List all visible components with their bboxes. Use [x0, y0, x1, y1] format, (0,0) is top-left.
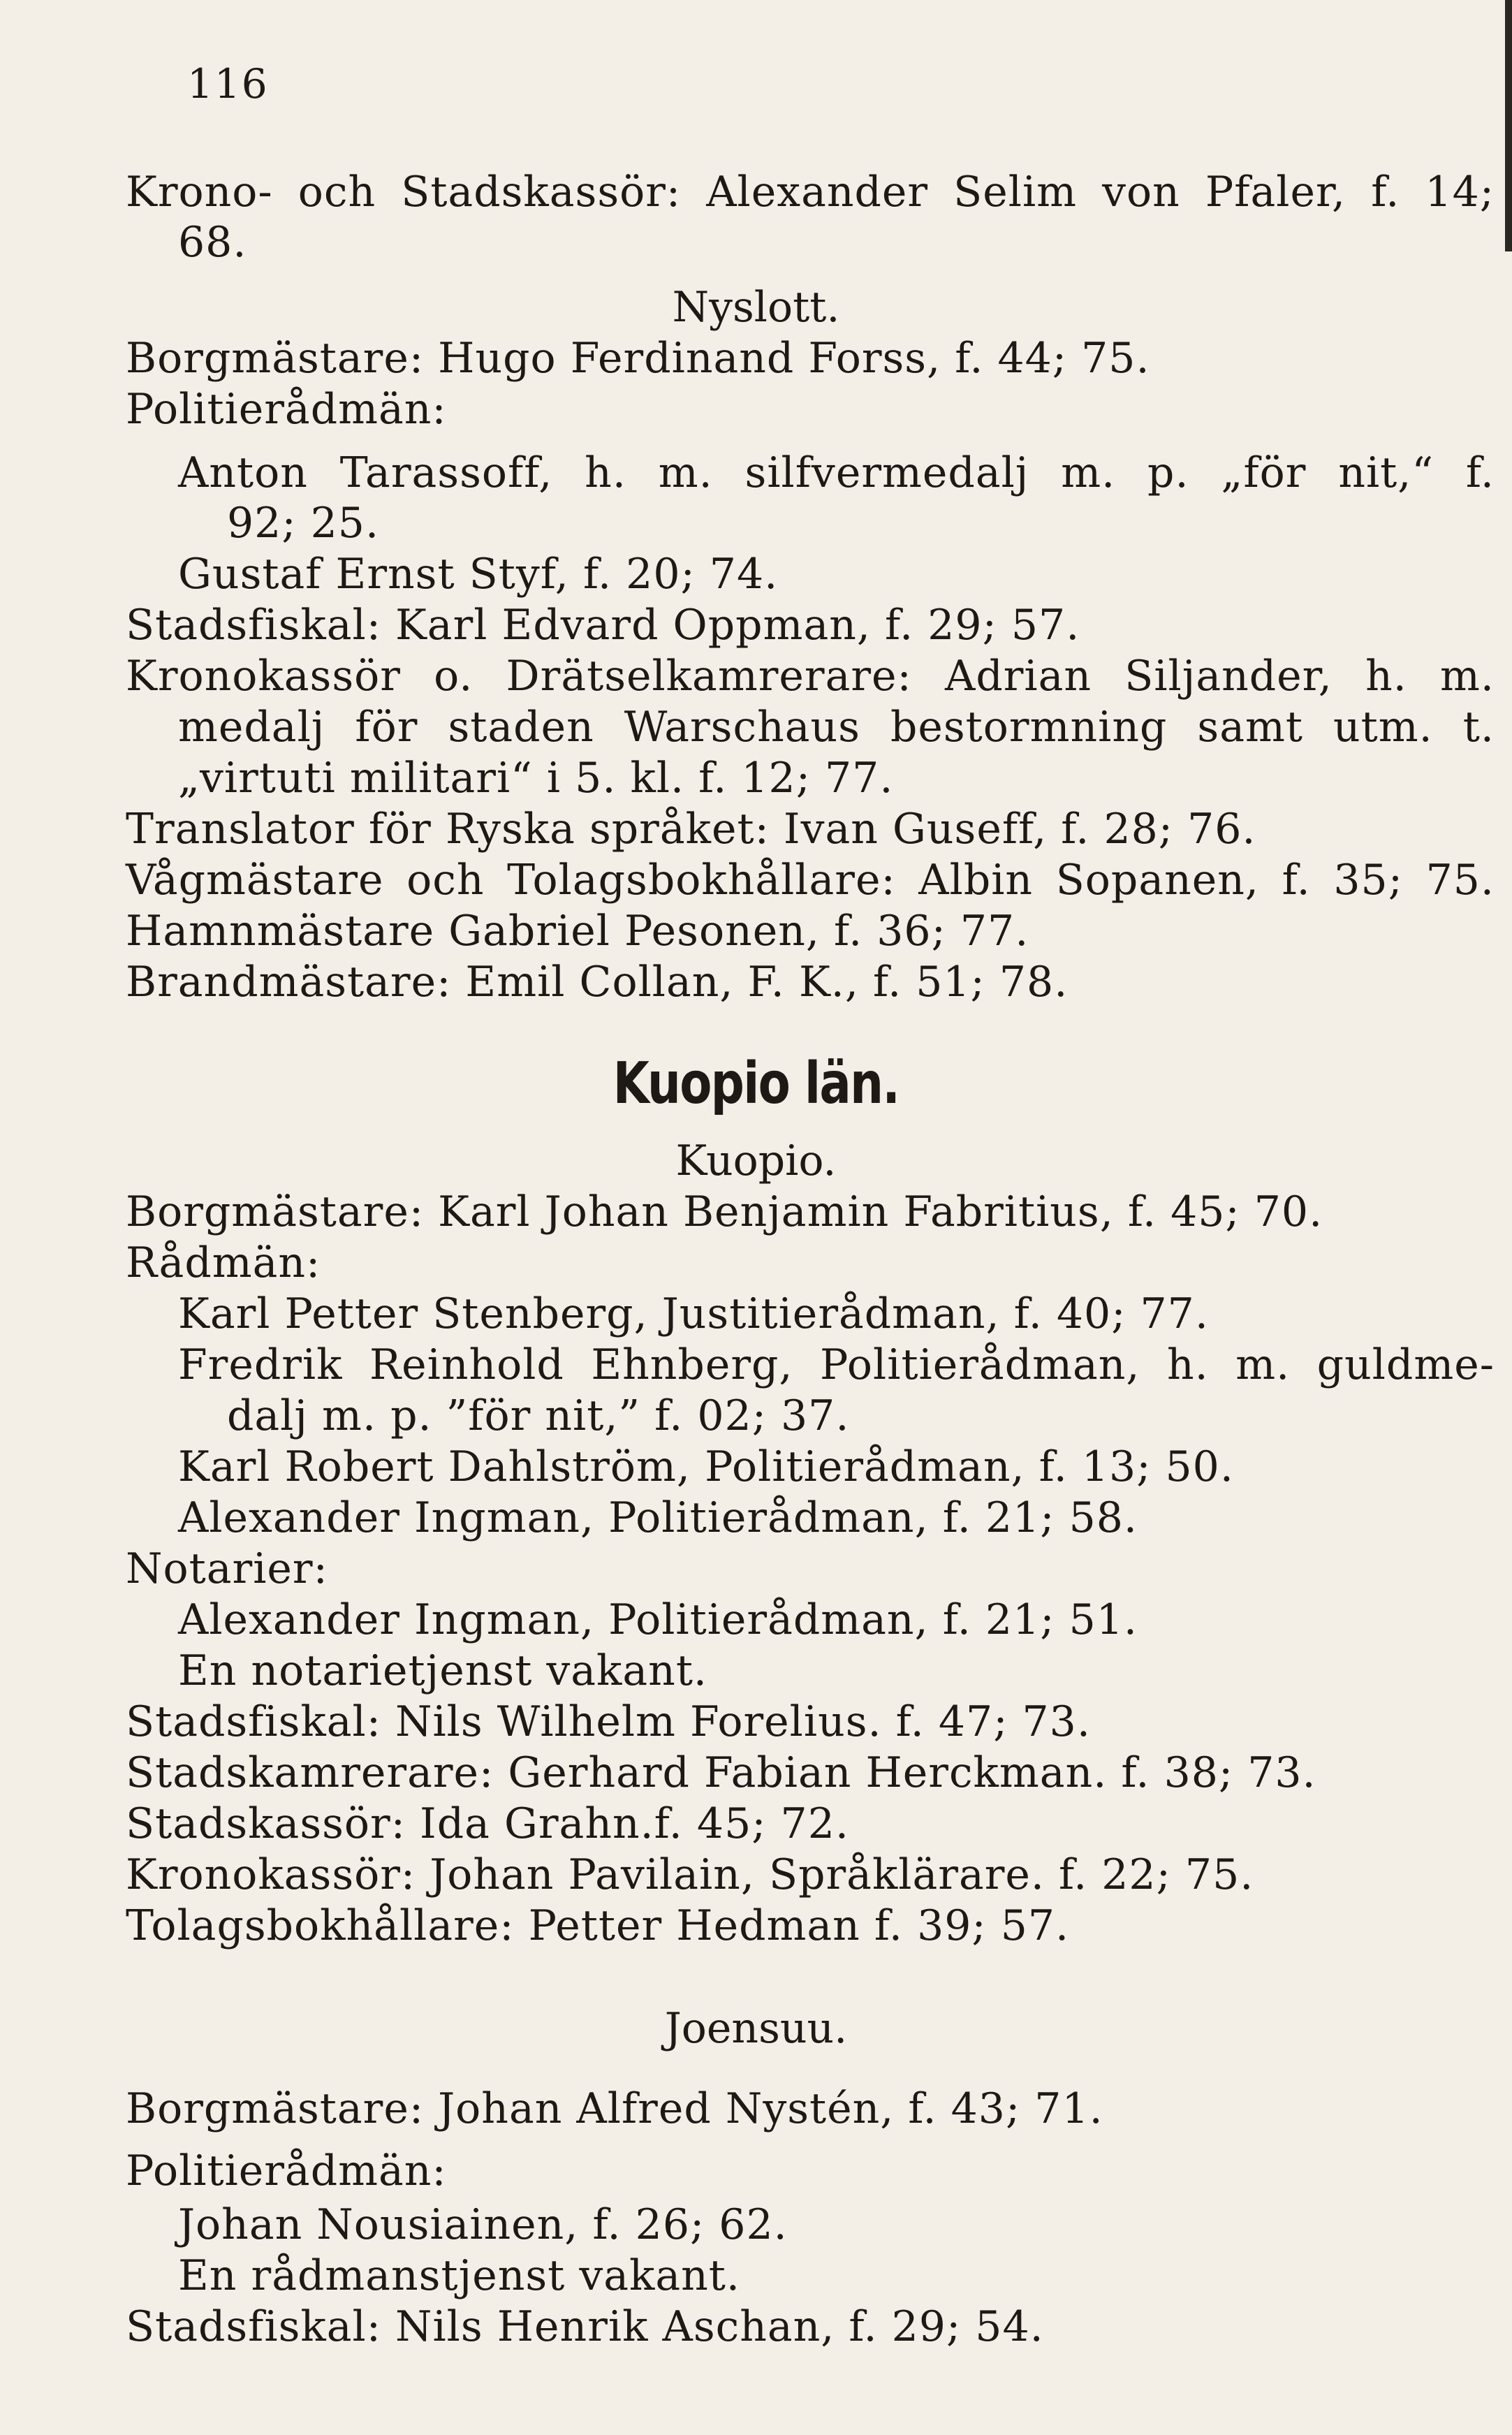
text-line: Gustaf Ernst Styf, f. 20; 74. — [178, 550, 779, 599]
section-title-kuopio-lan: Kuopio län. — [612, 1051, 900, 1117]
text-line: 92; 25. — [227, 499, 380, 548]
text-line: Stadsfiskal: Nils Wilhelm Forelius. f. 47; 73. — [126, 1697, 1091, 1746]
text-line: Borgmästare: Karl Johan Benjamin Fabritius, f. 45; 70. — [126, 1187, 1323, 1236]
text-line: Vågmästare och Tolagsbokhållare: Albin Sopanen, f. 35; 75. — [126, 856, 1495, 905]
text-line: En notarietjenst vakant. — [178, 1646, 708, 1695]
text-line: Stadsfiskal: Nils Henrik Aschan, f. 29; 54. — [126, 2302, 1044, 2351]
text-line: Tolagsbokhållare: Petter Hedman f. 39; 57. — [126, 1901, 1070, 1950]
text-line: „virtuti militari“ i 5. kl. f. 12; 77. — [178, 754, 894, 803]
text-line: Borgmästare: Johan Alfred Nystén, f. 43; 71. — [126, 2084, 1103, 2133]
text-line: Stadskassör: Ida Grahn.f. 45; 72. — [126, 1799, 849, 1848]
section-heading-kuopio: Kuopio. — [675, 1136, 837, 1185]
text-line: Translator för Ryska språket: Ivan Guseff, f. 28; 76. — [126, 805, 1256, 854]
section-heading-nyslott: Nyslott. — [672, 283, 840, 332]
text-line: Stadskamrerare: Gerhard Fabian Herckman. f. 38; 73. — [126, 1748, 1316, 1797]
section-heading-joensuu: Joensuu. — [664, 2004, 848, 2053]
text-line: Karl Robert Dahlström, Politierådman, f. 13; 50. — [178, 1442, 1234, 1491]
text-line: Notarier: — [126, 1544, 328, 1593]
text-line: medalj för staden Warschaus bestormning samt utm. t. — [178, 703, 1495, 752]
page-edge — [1505, 0, 1512, 251]
text-line: Johan Nousiainen, f. 26; 62. — [178, 2200, 788, 2249]
text-line: Rådmän: — [126, 1238, 321, 1287]
text-line: Borgmästare: Hugo Ferdinand Forss, f. 44; 75. — [126, 334, 1150, 383]
text-line: Politierådmän: — [126, 385, 447, 434]
text-line: Stadsfiskal: Karl Edvard Oppman, f. 29; 57. — [126, 601, 1080, 650]
text-line: 68. — [178, 218, 247, 267]
text-line: Kronokassör: Johan Pavilain, Språklärare. f. 22; 75. — [126, 1850, 1254, 1899]
text-line: Alexander Ingman, Politierådman, f. 21; 51. — [178, 1595, 1138, 1644]
text-line: Karl Petter Stenberg, Justitierådman, f. 40; 77. — [178, 1289, 1209, 1338]
text-line: Krono- och Stadskassör: Alexander Selim von Pfaler, f. 14; — [126, 168, 1495, 217]
text-line: Kronokassör o. Drätselkamrerare: Adrian Siljander, h. m. — [126, 652, 1495, 701]
text-line: Alexander Ingman, Politierådman, f. 21; 58. — [178, 1493, 1138, 1542]
text-line: Hamnmästare Gabriel Pesonen, f. 36; 77. — [126, 907, 1029, 956]
text-line: dalj m. p. ”för nit,” f. 02; 37. — [227, 1391, 850, 1440]
page-number: 116 — [187, 60, 269, 108]
text-line: Politierådmän: — [126, 2147, 447, 2195]
text-line: En rådmanstjenst vakant. — [178, 2251, 740, 2300]
text-line: Brandmästare: Emil Collan, F. K., f. 51; 78. — [126, 958, 1069, 1007]
text-line: Fredrik Reinhold Ehnberg, Politierådman, h. m. guldme- — [178, 1340, 1495, 1389]
text-line: Anton Tarassoff, h. m. silfvermedalj m. p. „för nit,“ f. — [178, 448, 1495, 497]
